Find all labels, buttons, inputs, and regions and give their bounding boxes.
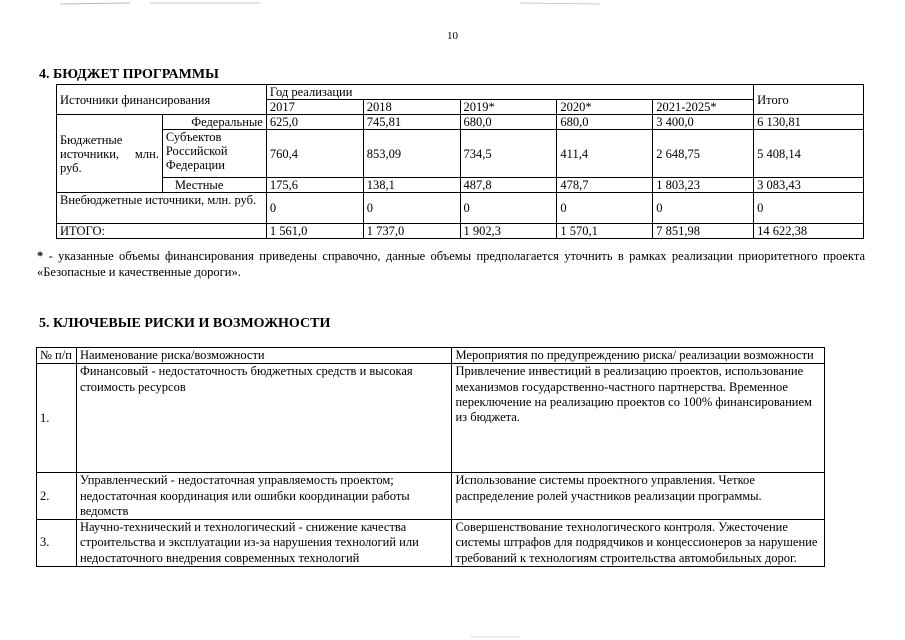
cell-value: 745,81 (363, 115, 460, 130)
header-year: Год реализации (266, 85, 753, 100)
cell-value: 680,0 (460, 115, 557, 130)
risk-name: Финансовый - недостаточность бюджетных средств и высокая стоимость ресурсов (76, 364, 452, 473)
cell-value: 0 (266, 193, 363, 224)
row-label: Федеральные (162, 115, 266, 130)
cell-value: 734,5 (460, 130, 557, 178)
risk-num: 1. (37, 364, 77, 473)
risk-name: Управленческий - недостаточная управляемость проектом; недостаточная координация или ошибки координации работы ведомств (76, 473, 452, 520)
year-header: 2019* (460, 100, 557, 115)
scan-mark (60, 3, 130, 4)
cell-value: 175,6 (266, 178, 363, 193)
header-risk: Наименование риска/возможности (76, 348, 452, 364)
risk-num: 3. (37, 520, 77, 567)
cell-value: 1 737,0 (363, 224, 460, 239)
budget-group-label: Бюджетные источники, млн. руб. (57, 115, 163, 193)
header-total: Итого (754, 85, 864, 115)
cell-value: 7 851,98 (653, 224, 754, 239)
risk-measures: Привлечение инвестиций в реализацию проектов, использование механизмов государственно-частного партнерства. Временное переключение на реализацию проектов со 100% финансированием из бюджета. (452, 364, 825, 473)
risk-name: Научно-технический и технологический - снижение качества строительства и эксплуатации из-за нарушения технологий или недостаточного внедрения современных технологий (76, 520, 452, 567)
year-header: 2018 (363, 100, 460, 115)
cell-total: 14 622,38 (754, 224, 864, 239)
cell-value: 478,7 (557, 178, 653, 193)
year-header: 2017 (266, 100, 363, 115)
footnote-marker: * (37, 249, 44, 263)
risk-num: 2. (37, 473, 77, 520)
cell-value: 411,4 (557, 130, 653, 178)
footnote-text: - указанные объемы финансирования приведены справочно, данные объемы предполагается уточнить в рамках реализации приоритетного проекта «Безопасные и качественные дороги». (37, 249, 865, 279)
cell-value: 1 803,23 (653, 178, 754, 193)
cell-value: 0 (653, 193, 754, 224)
page-number: 10 (447, 30, 458, 42)
section-4-title: 4. БЮДЖЕТ ПРОГРАММЫ (39, 67, 219, 82)
cell-value: 760,4 (266, 130, 363, 178)
risk-measures: Использование системы проектного управления. Четкое распределение ролей участников реализации программы. (452, 473, 825, 520)
row-label: Местные (162, 178, 266, 193)
header-num: № п/п (37, 348, 77, 364)
cell-total: 5 408,14 (754, 130, 864, 178)
cell-value: 680,0 (557, 115, 653, 130)
year-header: 2020* (557, 100, 653, 115)
cell-value: 138,1 (363, 178, 460, 193)
cell-total: 0 (754, 193, 864, 224)
cell-value: 625,0 (266, 115, 363, 130)
header-sources: Источники финансирования (57, 85, 267, 115)
grand-total-label: ИТОГО: (57, 224, 267, 239)
cell-value: 0 (557, 193, 653, 224)
cell-value: 0 (363, 193, 460, 224)
cell-value: 2 648,75 (653, 130, 754, 178)
row-label: Субъектов Российской Федерации (162, 130, 266, 178)
cell-value: 0 (460, 193, 557, 224)
section-5-title: 5. КЛЮЧЕВЫЕ РИСКИ И ВОЗМОЖНОСТИ (39, 316, 331, 331)
cell-value: 1 902,3 (460, 224, 557, 239)
cell-total: 3 083,43 (754, 178, 864, 193)
cell-value: 1 561,0 (266, 224, 363, 239)
cell-total: 6 130,81 (754, 115, 864, 130)
scan-mark (520, 3, 600, 4)
extrabudget-label: Внебюджетные источники, млн. руб. (57, 193, 267, 224)
cell-value: 1 570,1 (557, 224, 653, 239)
header-measures: Мероприятия по предупреждению риска/ реализации возможности (452, 348, 825, 364)
year-header: 2021-2025* (653, 100, 754, 115)
cell-value: 487,8 (460, 178, 557, 193)
cell-value: 3 400,0 (653, 115, 754, 130)
cell-value: 853,09 (363, 130, 460, 178)
risk-measures: Совершенствование технологического контроля. Ужесточение системы штрафов для подрядчиков и концессионеров за нарушение требований к технологиям строительства автомобильных дорог. (452, 520, 825, 567)
